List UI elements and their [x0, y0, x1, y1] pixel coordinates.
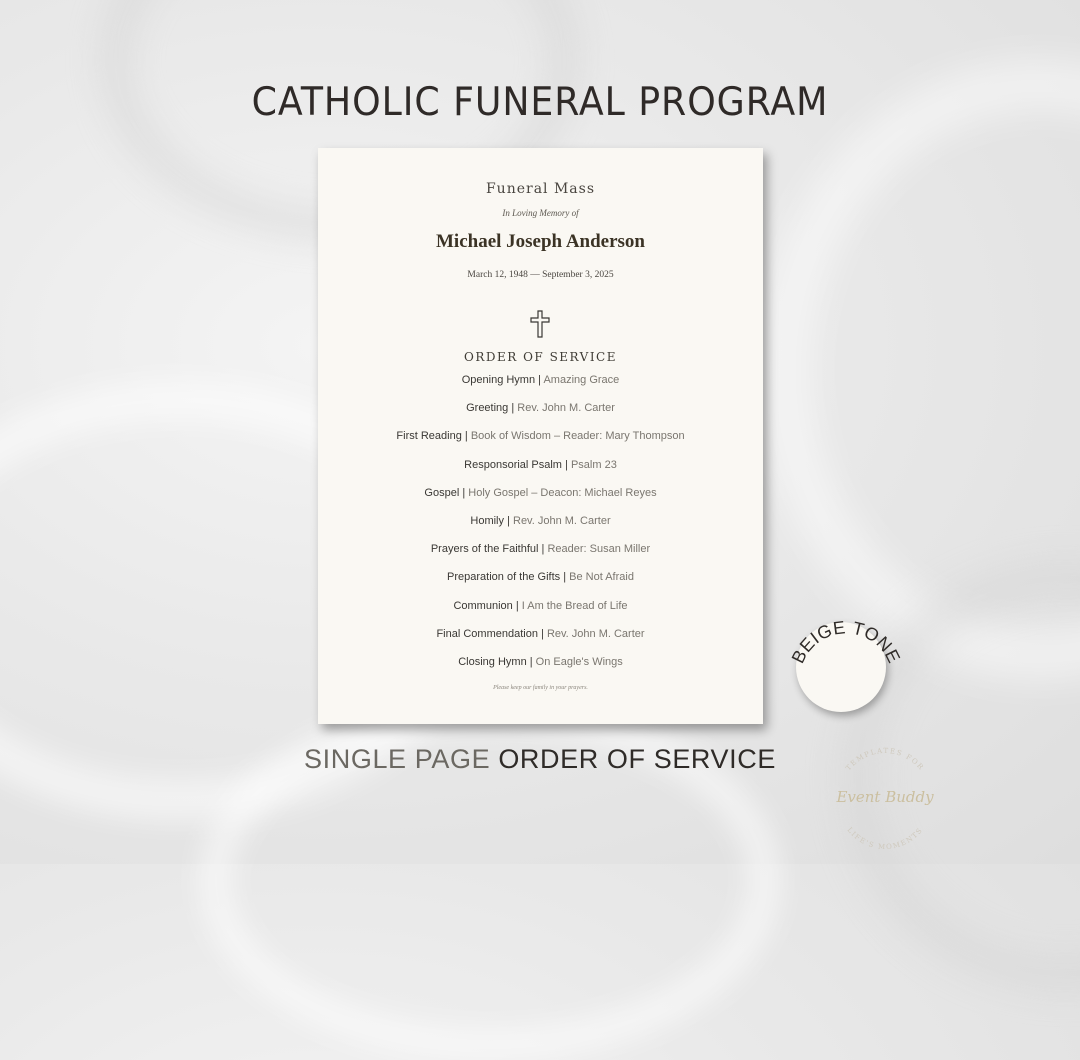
service-item-title: Responsorial Psalm — [464, 458, 562, 471]
cross-icon — [528, 310, 552, 338]
service-item — [318, 428, 763, 456]
svg-text:Event Buddy: Event Buddy — [836, 788, 934, 806]
brand-watermark — [820, 740, 950, 850]
service-item-separator: | — [504, 514, 513, 527]
service-item-separator: | — [461, 430, 471, 443]
service-item-title: First Reading — [396, 430, 462, 443]
service-item-title: Closing Hymn — [458, 655, 527, 668]
service-list — [318, 372, 763, 682]
service-item-separator: | — [537, 627, 547, 640]
service-title: Funeral Mass — [485, 181, 596, 197]
service-item — [318, 541, 763, 569]
service-item-detail: On Eagle's Wings — [535, 655, 623, 668]
service-item-title: Gospel — [424, 486, 460, 499]
marble-swirl — [760, 60, 1080, 680]
bottom-caption-light: SINGLE PAGE — [304, 744, 491, 774]
service-item-separator: | — [535, 374, 544, 386]
service-item — [318, 400, 763, 428]
service-item-title: Preparation of the Gifts — [447, 571, 561, 584]
service-item — [318, 372, 763, 400]
service-item — [318, 598, 763, 626]
service-item-detail: Holy Gospel – Deacon: Michael Reyes — [468, 486, 657, 499]
service-item-separator: | — [512, 599, 522, 612]
service-item-separator: | — [459, 486, 469, 499]
service-item-title: Homily — [470, 514, 505, 527]
swatch-label — [760, 596, 920, 676]
service-item-title: Prayers of the Faithful — [430, 543, 539, 556]
service-item-title: Communion — [453, 599, 513, 612]
service-item-title: Opening Hymn — [461, 374, 536, 386]
service-item-separator: | — [538, 543, 548, 556]
service-item-detail: Amazing Grace — [543, 374, 620, 386]
swatch-label-text: BEIGE TONE — [787, 617, 905, 667]
service-item-title: Greeting — [466, 402, 509, 415]
service-item — [318, 457, 763, 485]
service-item-detail: Rev. John M. Carter — [546, 627, 645, 640]
service-item-title: Final Commendation — [436, 627, 538, 640]
service-item — [318, 626, 763, 654]
service-item-detail: Book of Wisdom – Reader: Mary Thompson — [470, 430, 685, 443]
life-dates: March 12, 1948 — September 3, 2025 — [467, 270, 614, 280]
service-item-detail: Rev. John M. Carter — [513, 514, 611, 527]
svg-text:TEMPLATES FOR: TEMPLATES FOR — [844, 746, 926, 773]
svg-text:BEIGE TONE — [788, 617, 905, 666]
service-item-separator: | — [560, 571, 570, 584]
page-title: CATHOLIC FUNERAL PROGRAM — [251, 80, 829, 125]
order-of-service-heading: ORDER OF SERVICE — [463, 350, 618, 364]
service-item-separator: | — [561, 458, 571, 471]
program-card — [318, 148, 763, 724]
bottom-caption-dark: ORDER OF SERVICE — [498, 744, 776, 774]
memory-line: In Loving Memory of — [502, 208, 579, 218]
service-item-separator: | — [508, 402, 518, 415]
footer-note: Please keep our family in your prayers. — [493, 685, 588, 691]
service-item — [318, 569, 763, 597]
service-item-detail: Be Not Afraid — [569, 571, 634, 584]
service-item — [318, 513, 763, 541]
service-item-detail: Reader: Susan Miller — [547, 543, 651, 556]
svg-text:LIFE'S MOMENTS: LIFE'S MOMENTS — [845, 825, 925, 850]
service-item-detail: Rev. John M. Carter — [517, 402, 615, 415]
service-item — [318, 654, 763, 682]
service-item-separator: | — [526, 655, 536, 668]
service-item-detail: Psalm 23 — [570, 458, 617, 471]
deceased-name: Michael Joseph Anderson — [435, 231, 646, 252]
service-item-detail: I Am the Bread of Life — [521, 599, 628, 612]
service-item — [318, 485, 763, 513]
